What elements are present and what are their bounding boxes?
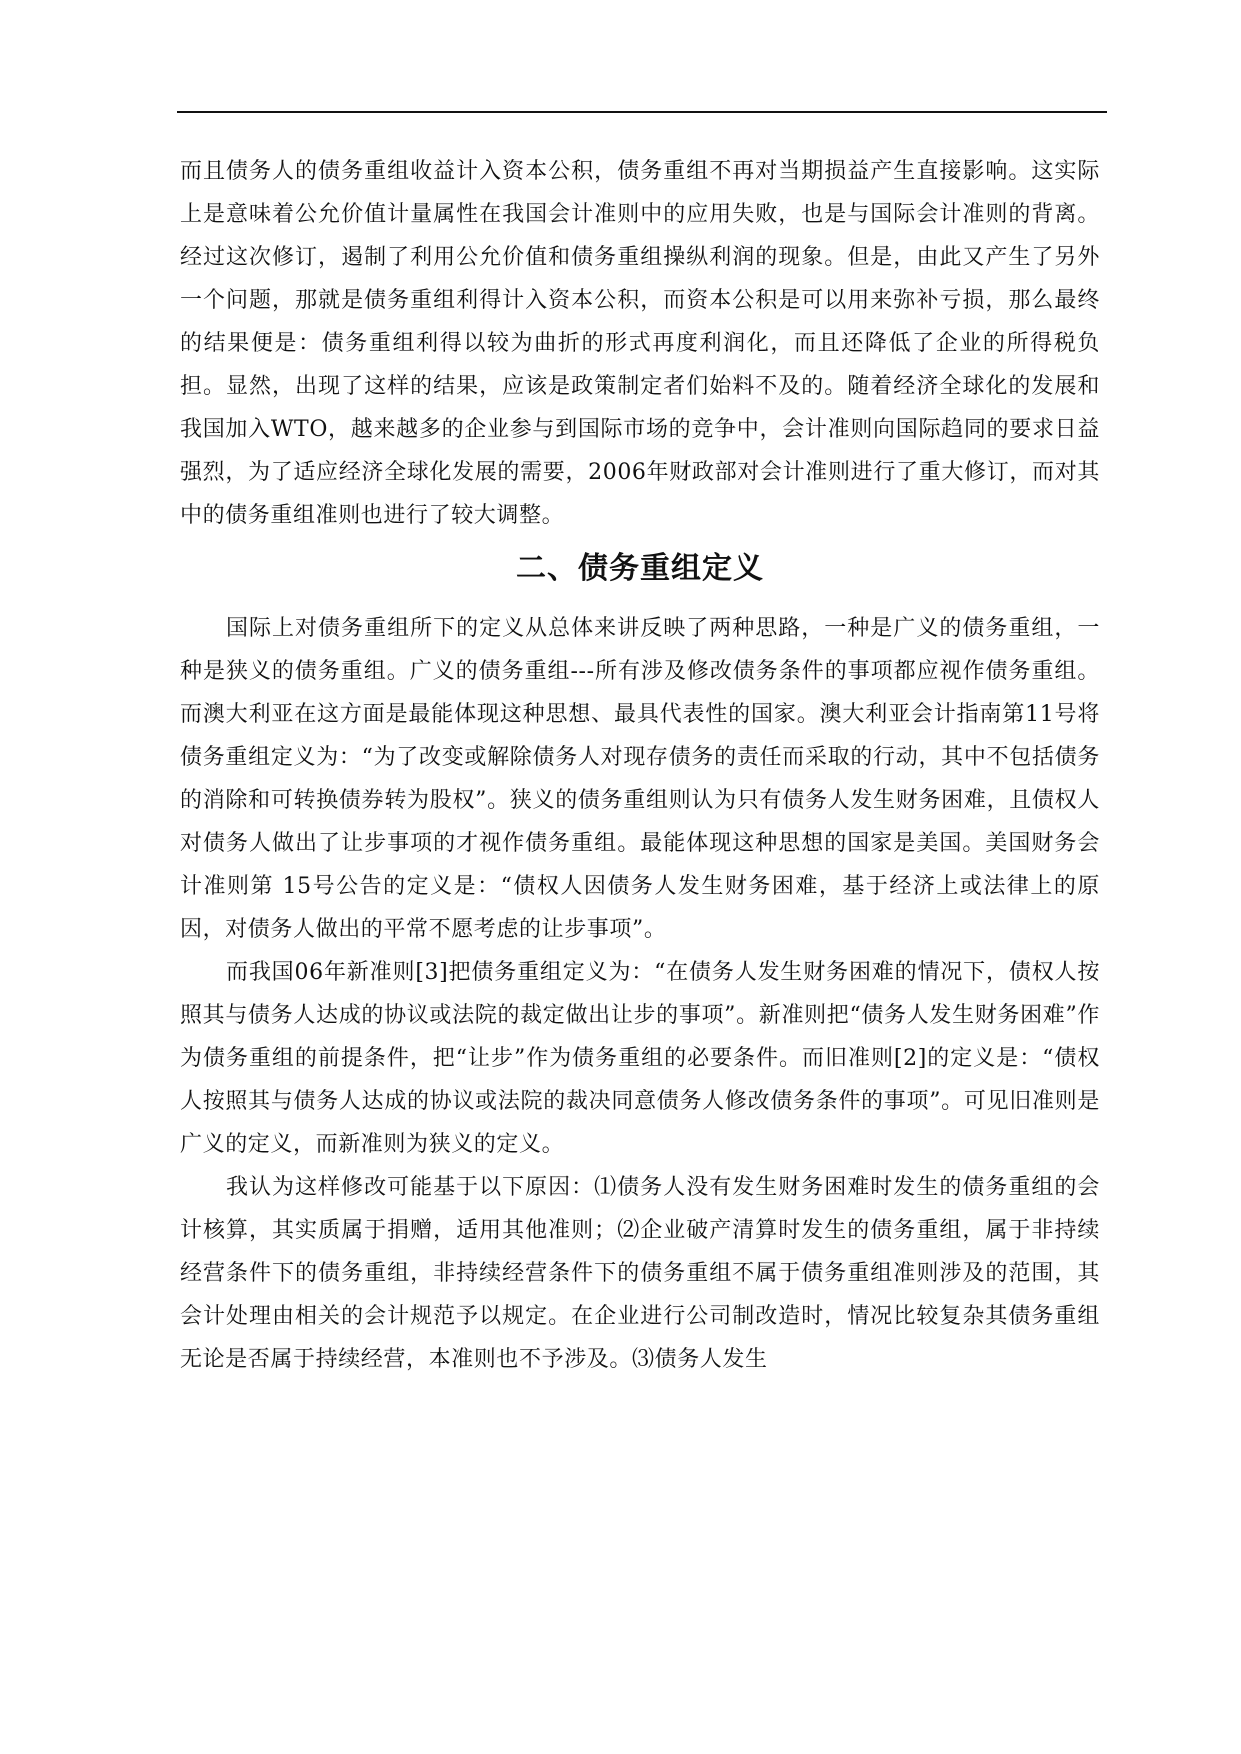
page-content xyxy=(180,150,1100,1381)
paragraph-china-new-standard: 而我国06年新准则[3]把债务重组定义为：“在债务人发生财务困难的情况下，债权人按照其与债务人达成的协议或法院的裁定做出让步的事项”。新准则把“债务人发生财务困难”作为债务重组的前提条件，把“让步”作为债务重组的必要条件。而旧准则[2]的定义是：“债权人按照其与债务人达成的协议或法院的裁决同意债务人修改债务条件的事项”。可见旧准则是广义的定义，而新准则为狭义的定义。 xyxy=(180,960,1100,1157)
header-rule xyxy=(177,111,1107,113)
section-heading: 二、债务重组定义 xyxy=(516,551,764,586)
paragraph-reasons: 我认为这样修改可能基于以下原因：⑴债务人没有发生财务困难时发生的债务重组的会计核算，其实质属于捐赠，适用其他准则；⑵企业破产清算时发生的债务重组，属于非持续经营条件下的债务重组，非持续经营条件下的债务重组不属于债务重组准则涉及的范围，其会计处理由相关的会计规范予以规定。在企业进行公司制改造时，情况比较复杂其债务重组无论是否属于持续经营，本准则也不予涉及。⑶债务人发生 xyxy=(180,1175,1100,1372)
paragraph-definition-approaches: 国际上对债务重组所下的定义从总体来讲反映了两种思路，一种是广义的债务重组，一种是狭义的债务重组。广义的债务重组---所有涉及修改债务条件的事项都应视作债务重组。而澳大利亚在这方面是最能体现这种思想、最具代表性的国家。澳大利亚会计指南第11号将债务重组定义为：“为了改变或解除债务人对现存债务的责任而采取的行动，其中不包括债务的消除和可转换债券转为股权”。狭义的债务重组则认为只有债务人发生财务困难，且债权人对债务人做出了让步事项的才视作债务重组。最能体现这种思想的国家是美国。美国财务会计准则第 15号公告的定义是：“债权人因债务人发生财务困难，基于经济上或法律上的原因，对债务人做出的平常不愿考虑的让步事项”。 xyxy=(180,616,1100,942)
paragraph-continuation: 而且债务人的债务重组收益计入资本公积，债务重组不再对当期损益产生直接影响。这实际上是意味着公允价值计量属性在我国会计准则中的应用失败，也是与国际会计准则的背离。经过这次修订，遏制了利用公允价值和债务重组操纵利润的现象。但是，由此又产生了另外一个问题，那就是债务重组利得计入资本公积，而资本公积是可以用来弥补亏损，那么最终的结果便是：债务重组利得以较为曲折的形式再度利润化，而且还降低了企业的所得税负担。显然，出现了这样的结果，应该是政策制定者们始料不及的。随着经济全球化的发展和我国加入WTO，越来越多的企业参与到国际市场的竞争中，会计准则向国际趋同的要求日益强烈，为了适应经济全球化发展的需要，2006年财政部对会计准则进行了重大修订，而对其中的债务重组准则也进行了较大调整。 xyxy=(180,159,1100,528)
